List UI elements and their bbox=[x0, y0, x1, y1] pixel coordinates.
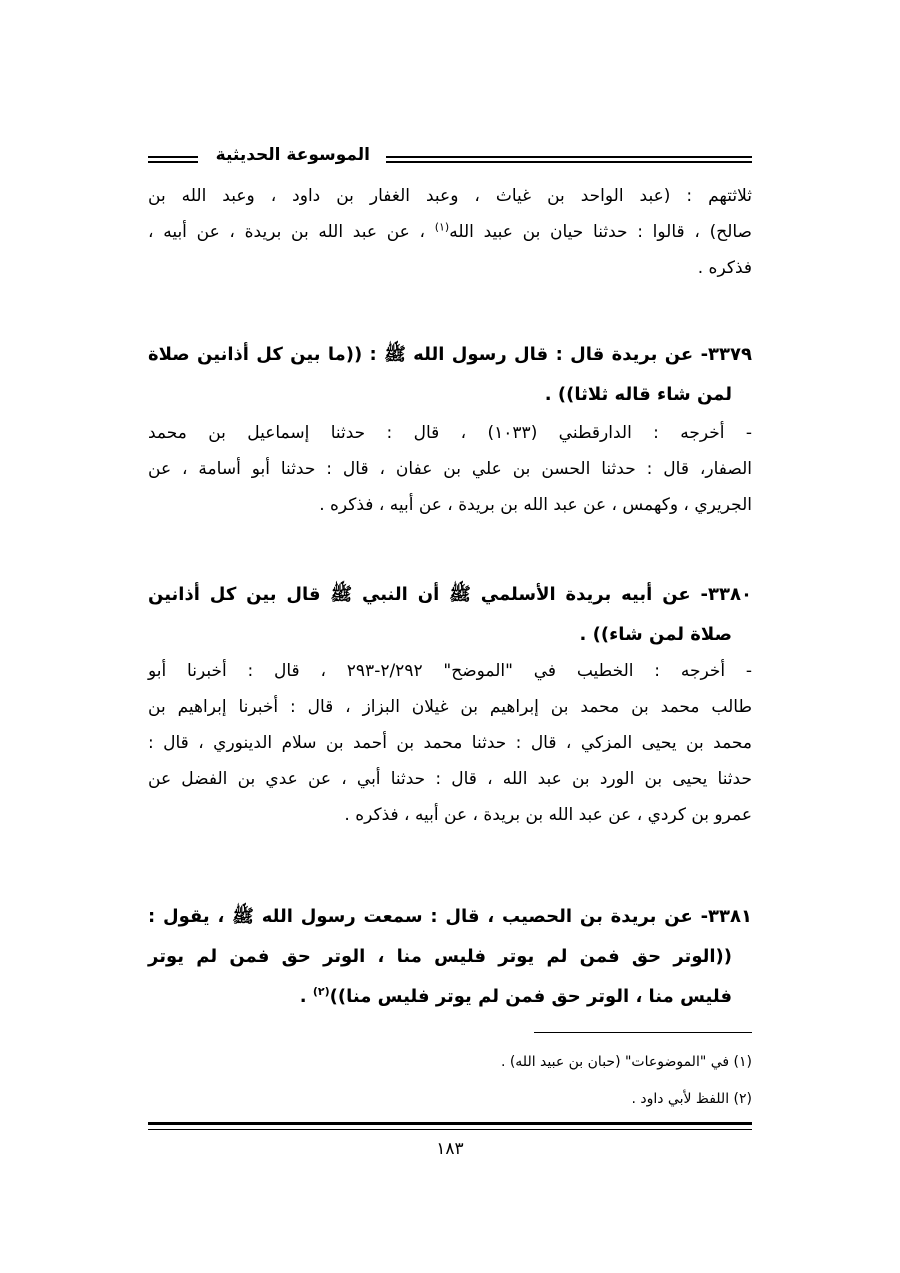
takhrij-3380-line-1: - أخرجه : الخطيب في "الموضح" ٢/٢٩٢-٢٩٣ ، قال : أخبرنا أبو bbox=[148, 661, 753, 681]
hadith-3381-line-3-text: فليس منا ، الوتر حق فمن لم يوتر فليس منا)) bbox=[329, 986, 732, 1007]
takhrij-3379-line-2: الصفار، قال : حدثنا الحسن بن علي بن عفان ، قال : حدثنا أبو أسامة ، عن bbox=[148, 459, 752, 479]
footnote-2: (٢) اللفظ لأبي داود . bbox=[631, 1091, 752, 1107]
hadith-3379-line-2: لمن شاء قاله ثلاثا)) . bbox=[544, 384, 732, 405]
hadith-3381-line-1: ٣٣٨١- عن بريدة بن الحصيب ، قال : سمعت رسول الله ﷺ ، يقول : bbox=[148, 906, 752, 927]
document-page bbox=[148, 0, 752, 1273]
footer-rule bbox=[148, 1122, 752, 1130]
takhrij-3379-line-3: الجريري ، وكهمس ، عن عبد الله بن بريدة ، عن أبيه ، فذكره . bbox=[319, 495, 752, 515]
footnote-ref-1: (١) bbox=[434, 220, 450, 234]
intro-line-2-tail: ، عن عبد الله بن بريدة ، عن أبيه ، bbox=[148, 222, 435, 242]
hadith-3379-line-1: ٣٣٧٩- عن بريدة قال : قال رسول الله ﷺ : ((ما بين كل أذانين صلاة bbox=[148, 344, 752, 365]
intro-paragraph bbox=[148, 178, 752, 286]
hadith-3381-line-2: ((الوتر حق فمن لم يوتر فليس منا ، الوتر حق فمن لم يوتر bbox=[148, 946, 732, 967]
hadith-3380-takhrij bbox=[148, 653, 752, 833]
hadith-3380-text bbox=[148, 575, 752, 655]
hadith-3379-takhrij bbox=[148, 415, 752, 523]
takhrij-3380-line-4: حدثنا يحيى بن الورد بن عبد الله ، قال : حدثنا أبي ، عن عدي بن الفضل عن bbox=[148, 769, 752, 789]
hadith-3379-text bbox=[148, 335, 752, 415]
footnote-1: (١) في "الموضوعات" (حبان بن عبيد الله) . bbox=[500, 1054, 752, 1070]
header-title: الموسوعة الحديثية bbox=[215, 145, 370, 165]
intro-line-2-head: صالح) ، قالوا : حدثنا حيان بن عبيد الله bbox=[449, 222, 752, 242]
hadith-3381-line-3 bbox=[148, 977, 752, 1017]
takhrij-3380-line-5: عمرو بن كردي ، عن عبد الله بن بريدة ، عن أبيه ، فذكره . bbox=[344, 805, 752, 825]
intro-line-1: ثلاثتهم : (عبد الواحد بن غياث ، وعبد الغفار بن داود ، وعبد الله بن bbox=[148, 186, 752, 206]
page-number: ١٨٣ bbox=[436, 1139, 464, 1159]
hadith-3381-end: . bbox=[299, 986, 313, 1007]
hadith-3380-line-1: ٣٣٨٠- عن أبيه بريدة الأسلمي ﷺ أن النبي ﷺ قال بين كل أذانين bbox=[148, 584, 752, 605]
footnote-separator bbox=[534, 1032, 752, 1033]
header-rule-short bbox=[148, 156, 198, 163]
footnote-ref-2: (٢) bbox=[312, 985, 330, 998]
takhrij-3380-line-3: محمد بن يحيى المزكي ، قال : حدثنا محمد بن أحمد بن سلام الدينوري ، قال : bbox=[148, 733, 752, 753]
page-header bbox=[148, 143, 752, 167]
takhrij-3379-line-1: - أخرجه : الدارقطني (١٠٣٣) ، قال : حدثنا إسماعيل بن محمد bbox=[148, 423, 752, 443]
intro-line-2 bbox=[148, 214, 752, 250]
header-rule-long bbox=[386, 156, 752, 163]
intro-line-3: فذكره . bbox=[697, 258, 752, 278]
hadith-3381-text bbox=[148, 897, 752, 1017]
hadith-3380-line-2: صلاة لمن شاء)) . bbox=[579, 624, 732, 645]
takhrij-3380-line-2: طالب محمد بن محمد بن إبراهيم بن غيلان البزاز ، قال : أخبرنا إبراهيم بن bbox=[148, 697, 752, 717]
